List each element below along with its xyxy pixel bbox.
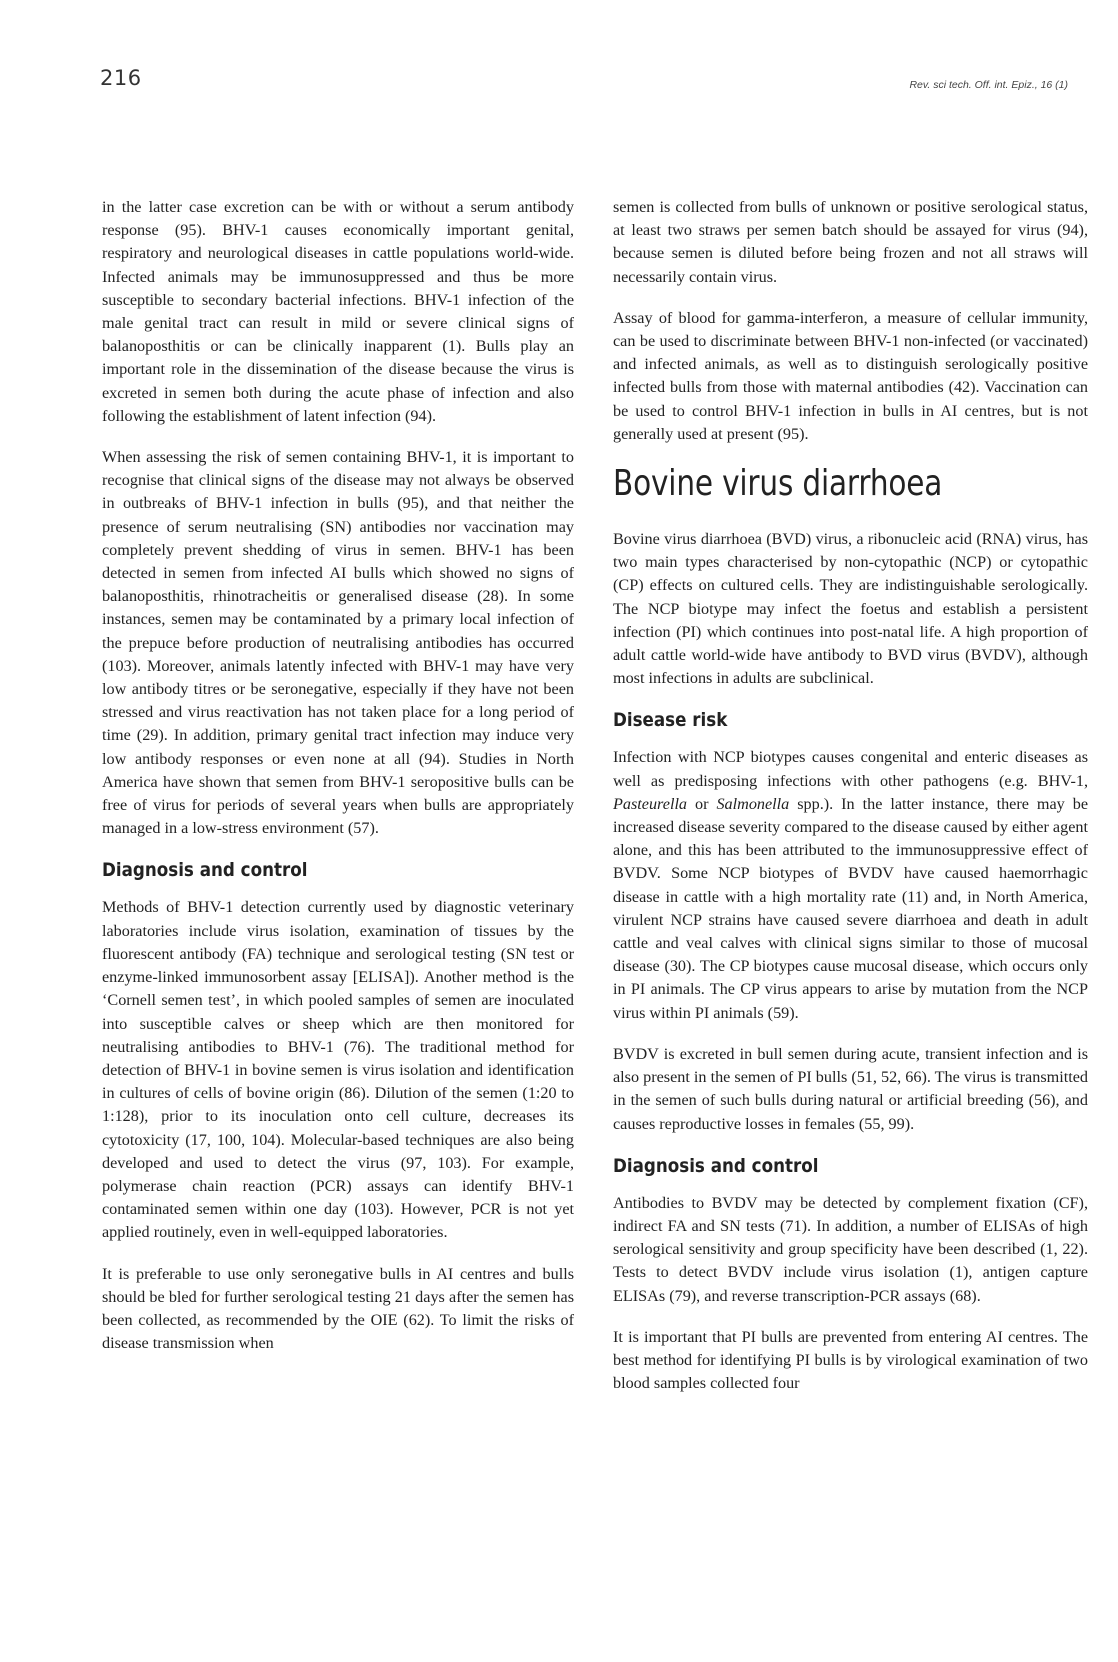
- paragraph: Antibodies to BVDV may be detected by complement fixation (CF), indirect FA and SN tests (71). In addition, a number of ELISAs of high serological sensitivity and group specificity have been described (1, 22). Tests to detect BVDV include virus isolation (1), antigen capture ELISAs (79), and reverse transcription-PCR assays (68).: [613, 1193, 1088, 1305]
- paragraph: BVDV is excreted in bull semen during acute, transient infection and is also present in the semen of PI bulls (51, 52, 66). The virus is transmitted in the semen of such bulls during natural or artificial breeding (56), and causes reproductive losses in females (55, 99).: [613, 1044, 1088, 1133]
- paragraph: [613, 746, 1088, 1024]
- paragraph: Assay of blood for gamma-interferon, a measure of cellular immunity, can be used to discriminate between BHV-1 non-infected (or vaccinated) and infected animals, as well as to distinguish serologically positive infected bulls from those with maternal antibodies (42). Vaccination can be used to control BHV-1 infection in bulls in AI centres, but is not generally used at present (95).: [613, 308, 1088, 443]
- page-number: 216: [100, 66, 142, 90]
- section-title-bovine-virus-diarrhoea: Bovine virus diarrhoea: [613, 463, 943, 505]
- subheading-diagnosis-control: Diagnosis and control: [613, 1154, 819, 1177]
- paragraph: semen is collected from bulls of unknown or positive serological status, at least two straws per semen batch should be assayed for virus (94), because semen is diluted before being frozen and not all straws will necessarily contain virus.: [613, 198, 1088, 286]
- paragraph: Methods of BHV-1 detection currently used by diagnostic veterinary laboratories include virus isolation, examination of tissues by the fluorescent antibody (FA) technique and serological testing (SN test or enzyme-linked immunosorbent assay [ELISA]). Another method is the ‘Cornell semen test’, in which pooled samples of semen are inoculated into susceptible calves or sheep which are then monitored for neutralising antibodies to BHV-1 (76). The traditional method for detection of BHV-1 in bovine semen is virus isolation and identification in cultures of cells of bovine origin (86). Dilution of the semen (1:20 to 1:128), prior to its inoculation onto cell culture, decreases its cytotoxicity (17, 100, 104). Molecular-based techniques are also being developed and used to detect the virus (97, 103). For example, polymerase chain reaction (PCR) assays can identify BHV-1 contaminated semen within one day (103). However, PCR is not yet applied routinely, even in well-equipped laboratories.: [102, 898, 574, 1242]
- paragraph: It is important that PI bulls are prevented from entering AI centres. The best method for identifying PI bulls is by virological examination of two blood samples collected four: [613, 1327, 1088, 1393]
- text-run: or: [687, 794, 717, 813]
- subheading-disease-risk: Disease risk: [613, 709, 728, 732]
- species-name: Pasteurella: [613, 794, 688, 813]
- paragraph: When assessing the risk of semen containing BHV-1, it is important to recognise that clinical signs of the disease may not always be observed in outbreaks of BHV-1 infection in bulls (95), and that neither the presence of serum neutralising (SN) antibodies nor vaccination may completely prevent shedding of virus in semen. BHV-1 has been detected in semen from infected AI bulls which showed no signs of balanoposthitis, rhinotracheitis or generalised disease (28). In some instances, semen may be contaminated by a primary local infection of the prepuce before production of neutralising antibodies has occurred (103). Moreover, animals latently infected with BHV-1 may have very low antibody titres or be seronegative, especially if they have not been stressed and virus reactivation has not taken place for a long period of time (29). In addition, primary genital tract infection may induce very low antibody responses or even none at all (94). Studies in North America have shown that semen from BHV-1 seropositive bulls can be free of virus for periods of several years when bulls are appropriately managed in a low-stress environment (57).: [102, 448, 574, 838]
- left-column: [102, 196, 574, 1373]
- subheading-diagnosis-control: Diagnosis and control: [102, 859, 308, 882]
- right-column: [613, 196, 1088, 1413]
- text-run: Infection with NCP biotypes causes congenital and enteric diseases as well as predisposing infections with other pathogens (e.g. BHV-1,: [613, 748, 1088, 790]
- paragraph: Bovine virus diarrhoea (BVD) virus, a ribonucleic acid (RNA) virus, has two main types characterised by non-cytopathic (NCP) or cytopathic (CP) effects on cultured cells. They are indistinguishable serologically. The NCP biotype may infect the foetus and establish a persistent infection (PI) which continues into post-natal life. A high proportion of adult cattle world-wide have antibody to BVD virus (BVDV), although most infections in adults are subclinical.: [613, 530, 1088, 688]
- running-header: Rev. sci tech. Off. int. Epiz., 16 (1): [909, 79, 1068, 91]
- paragraph: in the latter case excretion can be with or without a serum antibody response (95). BHV-1 causes economically important genital, respiratory and neurological diseases in cattle populations world-wide. Infected animals may be immunosuppressed and thus be more susceptible to secondary bacterial infections. BHV-1 infection of the male genital tract can result in mild or severe clinical signs of balanoposthitis or can be clinically inapparent (1). Bulls play an important role in the dissemination of the disease because the virus is excreted in semen both during the acute phase of infection and also following the establishment of latent infection (94).: [102, 198, 574, 425]
- text-run: spp.). In the latter instance, there may be increased disease severity compared to the disease caused by either agent alone, and this has been attributed to the immunosuppressive effect of BVDV. Some NCP biotypes of BVDV have caused haemorrhagic disease in cattle with a high mortality rate (11) and, in North America, virulent NCP strains have caused severe diarrhoea and death in adult cattle and veal calves with clinical signs similar to those of mucosal disease (30). The CP biotypes cause mucosal disease, which occurs only in PI animals. The CP virus appears to arise by mutation from the NCP virus within PI animals (59).: [613, 794, 1088, 1022]
- species-name: Salmonella: [716, 794, 790, 813]
- paragraph: It is preferable to use only seronegative bulls in AI centres and bulls should be bled for further serological testing 21 days after the semen has been collected, as recommended by the OIE (62). To limit the risks of disease transmission when: [102, 1264, 574, 1353]
